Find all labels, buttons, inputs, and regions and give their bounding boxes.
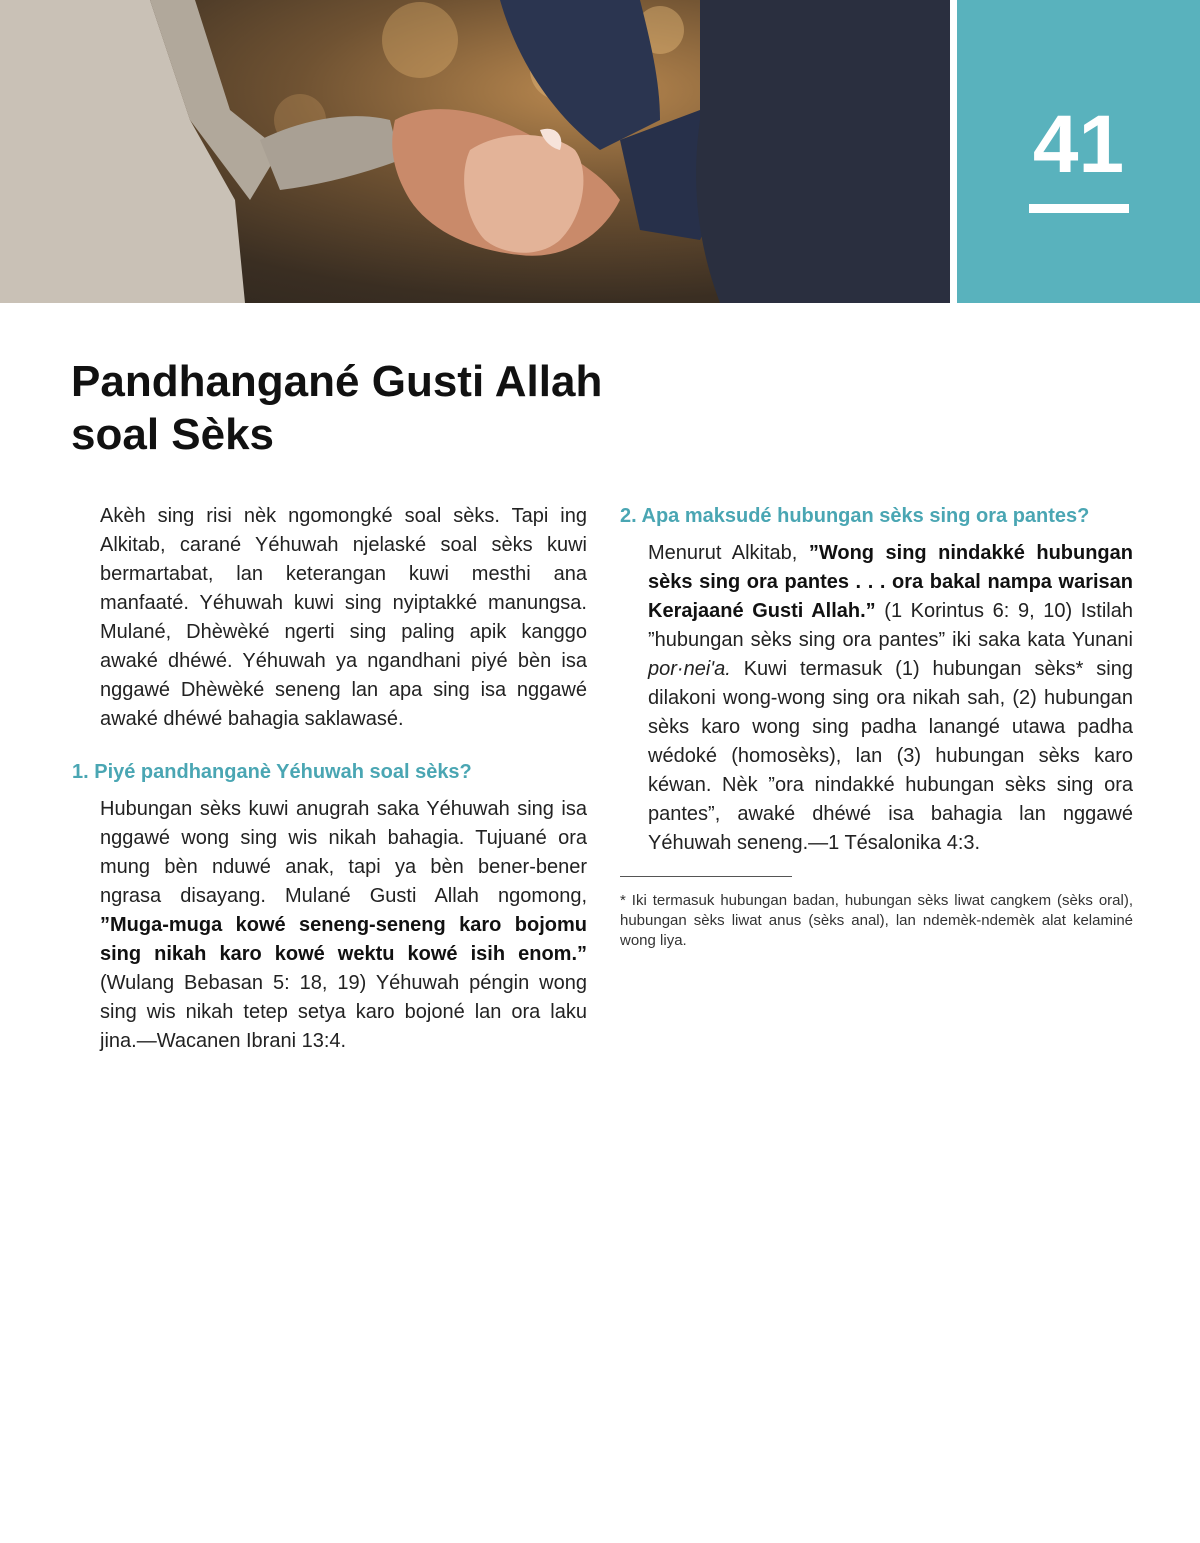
footnote-divider: [620, 876, 792, 877]
left-column: [72, 502, 587, 1056]
greek-term: por·neiʹa.: [648, 658, 731, 680]
answer-2-scripture-quote: ”Wong sing nindakké hubungan sèks sing ora pantes . . . ora bakal nampa warisan Kerajaané Gusti Allah.”: [648, 542, 1133, 622]
answer-2-paragraph: [620, 539, 1133, 858]
footnote: * Iki termasuk hubungan badan, hubungan sèks liwat cangkem (sèks oral), hubungan sèks liwat anus (sèks anal), lan ndemèk-ndemèk alat kelaminé wong liya.: [620, 892, 1133, 949]
answer-1-scripture-quote: ”Muga-muga kowé seneng-seneng karo bojomu sing nikah karo kowé wektu kowé isih enom.”: [100, 914, 587, 965]
answer-2-text-b: (1 Korintus 6: 9, 10) Istilah ”hubungan sèks sing ora pantes” iki saka kata Yunani: [648, 600, 1133, 651]
answer-1-paragraph: [72, 795, 587, 1056]
title-line-2: soal Sèks: [71, 410, 275, 459]
answer-1-text-a: Hubungan sèks kuwi anugrah saka Yéhuwah sing isa nggawé wong sing wis nikah bahagia. Tujuané ora mung bèn nduwé anak, tapi ya bèn bener-bener ngrasa disayang. Mulané Gusti Allah ngomong,: [100, 798, 587, 907]
question-2-heading: 2. Apa maksudé hubungan sèks sing ora pantes?: [620, 505, 1090, 527]
chapter-underline: [1029, 204, 1129, 213]
answer-2-text-a: Menurut Alkitab,: [648, 542, 809, 564]
chapter-badge: [957, 0, 1200, 303]
right-column: [620, 502, 1133, 951]
question-1-heading: 1. Piyé pandhanganè Yéhuwah soal sèks?: [72, 761, 472, 783]
page-title: [71, 355, 602, 461]
answer-1-text-b: (Wulang Bebasan 5: 18, 19) Yéhuwah péngin wong sing wis nikah tetep setya karo bojoné lan ora laku jina.—Wacanen Ibrani 13:4.: [100, 972, 587, 1052]
hero-photo-holding-hands: [0, 0, 950, 303]
title-line-1: Pandhangané Gusti Allah: [71, 357, 603, 406]
intro-paragraph: Akèh sing risi nèk ngomongké soal sèks. Tapi ing Alkitab, carané Yéhuwah njelaské soal sèks kuwi bermartabat, lan keterangan kuwi mesthi ana manfaaté. Yéhuwah kuwi sing nyiptakké manungsa. Mulané, Dhèwèké ngerti sing paling apik kanggo awaké dhéwé. Yéhuwah ya ngandhani piyé bèn isa nggawé Dhèwèké seneng lan apa sing isa nggawé awaké dhéwé bahagia saklawasé.: [100, 505, 587, 730]
chapter-number: 41: [1032, 99, 1125, 190]
answer-2-text-c: Kuwi termasuk (1) hubungan sèks* sing dilakoni wong-wong sing ora nikah sah, (2) hubungan sèks karo wong sing padha lanangé utawa padha wédoké (homosèks), lan (3) hubungan sèks karo kéwan. Nèk ”ora nindakké hubungan sèks sing ora pantes”, awaké dhéwé isa bahagia lan nggawé Yéhuwah seneng.—1 Tésalonika 4:3.: [648, 658, 1133, 854]
